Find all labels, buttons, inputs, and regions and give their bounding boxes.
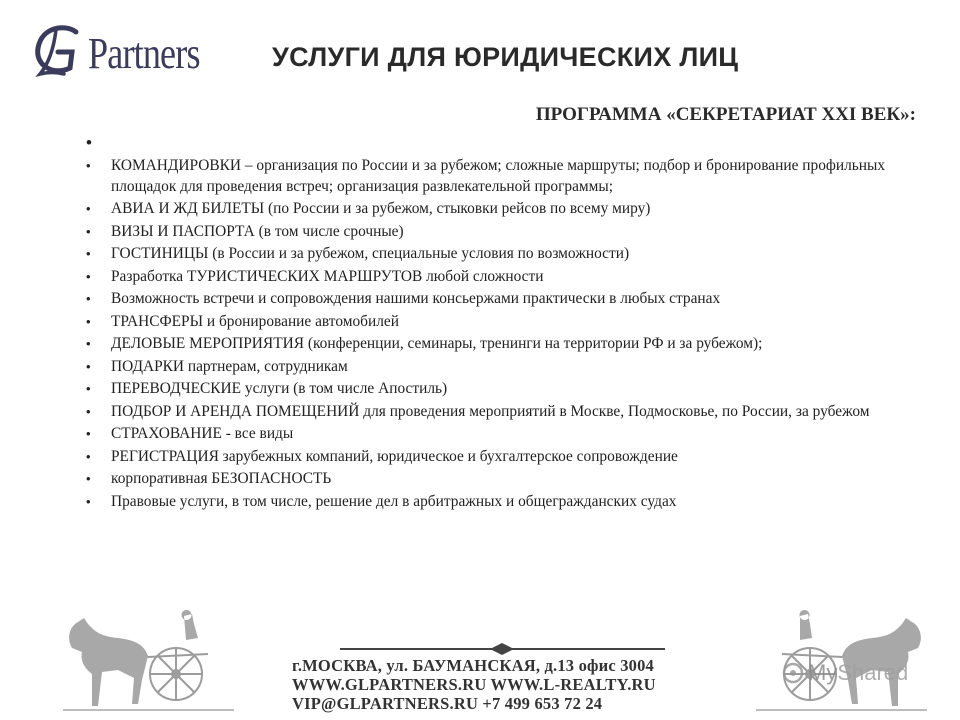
list-item: • ГОСТИНИЦЫ (в России и за рубежом, специальные условия по возможности)	[86, 243, 906, 264]
list-item: • АВИА И ЖД БИЛЕТЫ (по России и за рубежом, стыковки рейсов по всему миру)	[86, 198, 906, 219]
services-list	[86, 132, 906, 513]
footer-contact: VIP@GLPARTNERS.RU +7 499 653 72 24	[292, 694, 603, 713]
footer-address: г.МОСКВА, ул. БАУМАНСКАЯ, д.13 офис 3004	[292, 656, 654, 675]
company-logo	[32, 22, 242, 84]
list-item: • Правовые услуги, в том числе, решение дел в арбитражных и общегражданских судах	[86, 491, 906, 512]
program-subtitle: ПРОГРАММА «СЕКРЕТАРИАТ XXI ВЕК»:	[535, 104, 916, 125]
myshared-logo-icon	[782, 662, 804, 684]
watermark-my: My	[808, 660, 838, 685]
watermark-shared: Shared	[837, 660, 909, 685]
list-item: • СТРАХОВАНИЕ - все виды	[86, 423, 906, 444]
list-item: • ТРАНСФЕРЫ и бронирование автомобилей	[86, 311, 906, 332]
list-item: • РЕГИСТРАЦИЯ зарубежных компаний, юридическое и бухгалтерское сопровождение	[86, 446, 906, 467]
gl-logo-icon	[32, 22, 92, 80]
logo-wordmark: Partners	[88, 29, 200, 78]
watermark	[782, 660, 908, 686]
list-item	[86, 132, 906, 153]
list-item: • ВИЗЫ И ПАСПОРТА (в том числе срочные)	[86, 221, 906, 242]
horse-carriage-icon	[58, 608, 238, 716]
list-item: • корпоративная БЕЗОПАСНОСТЬ	[86, 468, 906, 489]
list-item: • ПЕРЕВОДЧЕСКИЕ услуги (в том числе Апостиль)	[86, 378, 906, 399]
list-item: • ДЕЛОВЫЕ МЕРОПРИЯТИЯ (конференции, семинары, тренинги на территории РФ и за рубежом);	[86, 333, 906, 354]
list-item: • Возможность встречи и сопровождения нашими консьержами практически в любых странах	[86, 288, 906, 309]
list-item: • КОМАНДИРОВКИ – организация по России и за рубежом; сложные маршруты; подбор и бронирование профильных площадок для проведения встреч; организация развлекательной программы;	[86, 155, 906, 197]
footer-contacts	[292, 656, 662, 713]
list-item: • ПОДАРКИ партнерам, сотрудникам	[86, 356, 906, 377]
list-item: • ПОДБОР И АРЕНДА ПОМЕЩЕНИЙ для проведения мероприятий в Москве, Подмосковье, по России, за рубежом	[86, 401, 906, 422]
footer-ornament	[340, 642, 665, 656]
list-item: • Разработка ТУРИСТИЧЕСКИХ МАРШРУТОВ любой сложности	[86, 266, 906, 287]
page-title: УСЛУГИ ДЛЯ ЮРИДИЧЕСКИХ ЛИЦ	[272, 42, 739, 72]
footer-websites: WWW.GLPARTNERS.RU WWW.L-REALTY.RU	[292, 675, 656, 694]
